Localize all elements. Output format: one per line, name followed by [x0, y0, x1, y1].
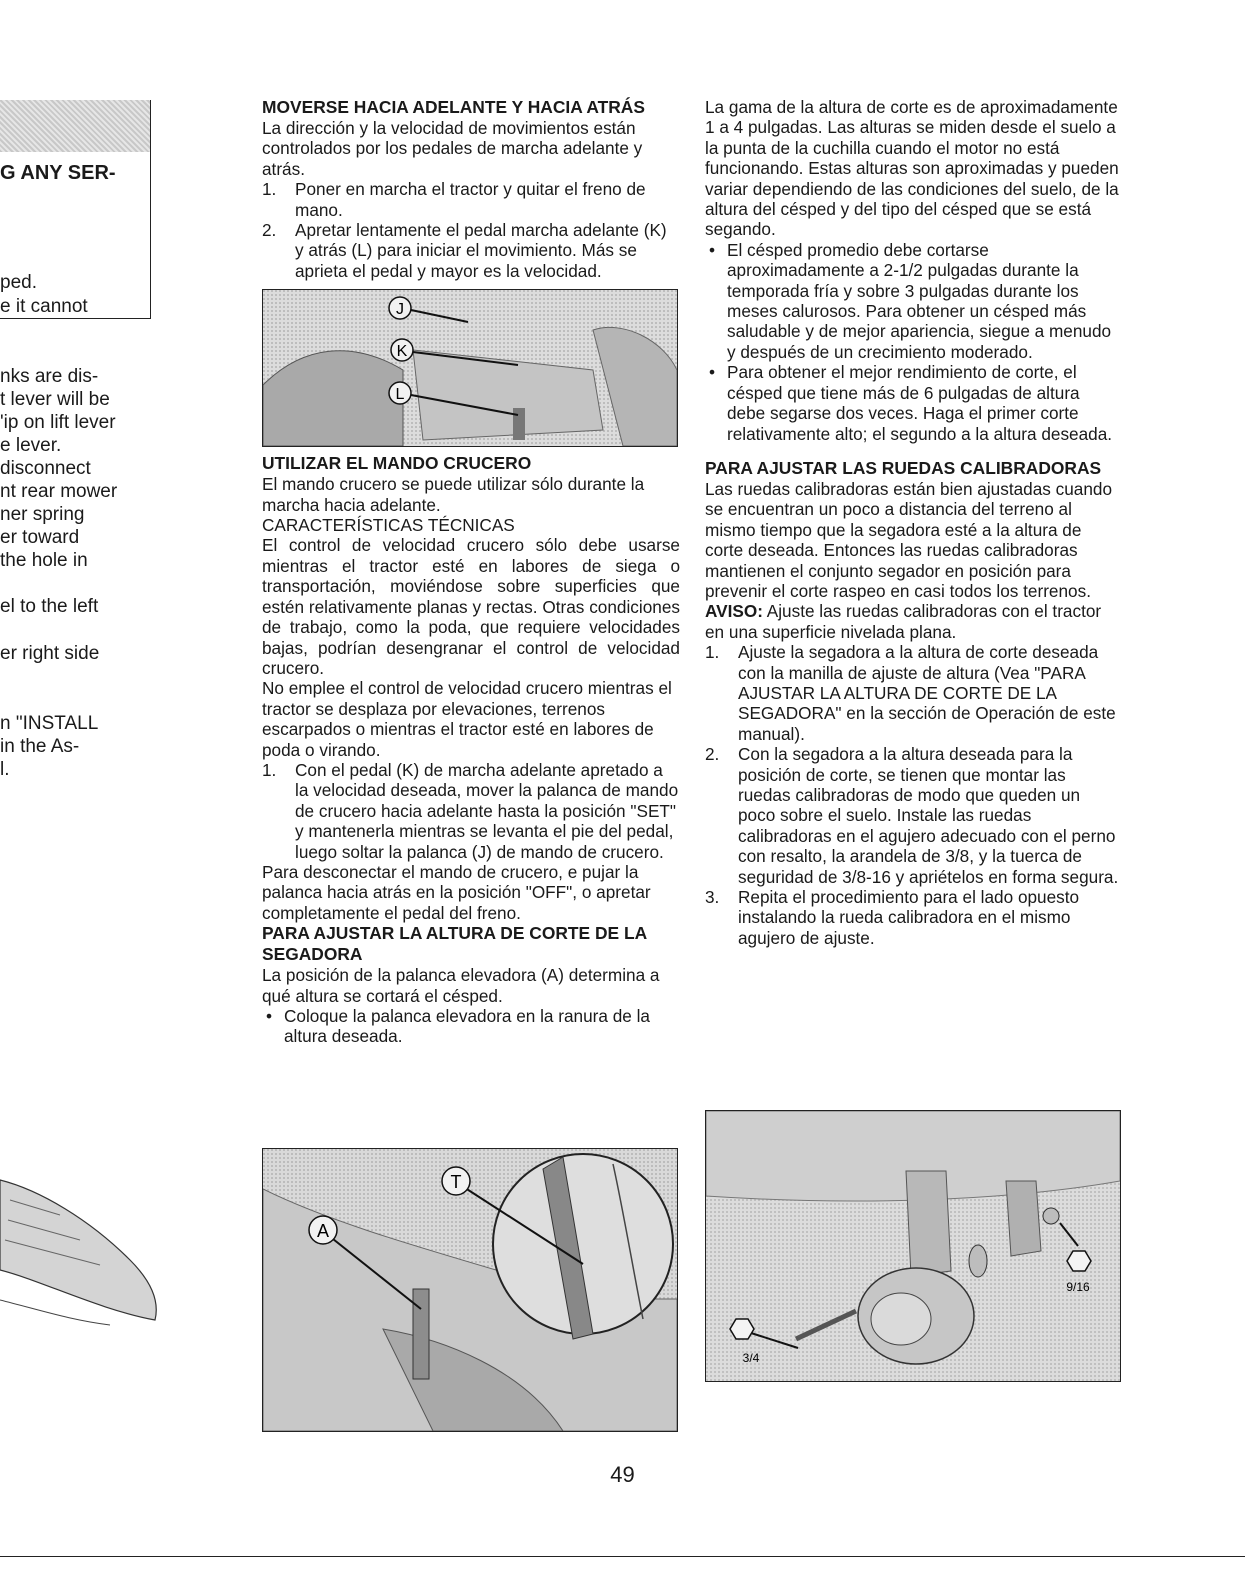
middle-column — [262, 97, 680, 1047]
label-k: K — [396, 343, 408, 361]
left-fragment: ped. — [0, 272, 37, 293]
step-number: 2. — [262, 220, 277, 241]
left-fragment: ner spring — [0, 504, 85, 525]
bottom-rule — [0, 1556, 1245, 1557]
step-number: 1. — [262, 759, 277, 780]
paragraph: La gama de la altura de corte es de aproximadamente 1 a 4 pulgadas. Las alturas se miden desde el suelo a la punta de la cuchilla cuando el motor no está funcionando. Estas alturas son aproximadas y pueden variar dependiendo de las condiciones del suelo, de la altura del césped y del tipo del césped que se está segando. — [705, 97, 1119, 240]
left-fragment: e lever. — [0, 435, 62, 456]
step-text: Apretar lentamente el pedal marcha adelante (K) y atrás (L) para iniciar el movimiento. Más se aprieta el pedal y mayor es la velocidad. — [295, 220, 667, 281]
left-fragment: in the As- — [0, 736, 80, 757]
section-title-cut-height: PARA AJUSTAR LA ALTURA DE CORTE DE LA SEGADORA — [262, 923, 647, 965]
section-title-cruise-control: UTILIZAR EL MANDO CRUCERO — [262, 453, 532, 474]
wrench-size-9-16: 9/16 — [1066, 1280, 1090, 1294]
bullet-list — [262, 1006, 680, 1047]
wrench-size-3-4: 3/4 — [742, 1351, 760, 1365]
step-text: Poner en marcha el tractor y quitar el freno de mano. — [295, 179, 646, 220]
section-title-move-forward-back: MOVERSE HACIA ADELANTE Y HACIA ATRÁS — [262, 97, 645, 117]
notice-text: Ajuste las ruedas calibradoras con el tractor en una superficie nivelada plana. — [705, 601, 1102, 642]
list-item: • Para obtener el mejor rendimiento de corte, el césped que tiene más de 6 pulgadas de altura debe segarse dos veces. Haga el primer corte relativamente alto; el segundo a la altura deseada. — [705, 362, 1120, 444]
gauge-wheel-figure — [705, 1110, 1121, 1382]
step-text: Ajuste la segadora a la altura de corte deseada con la manilla de ajuste de altura (Vea "PARA AJUSTAR LA ALTURA DE CORTE DE LA SEGADORA" en la sección de Operación de este manual). — [738, 642, 1116, 744]
left-fragment: disconnect — [0, 458, 91, 479]
numbered-steps — [262, 760, 680, 862]
lift-lever-figure-at — [262, 1148, 678, 1432]
pedal-figure-jkl — [262, 289, 678, 447]
step-text: Con la segadora a la altura deseada para la posición de corte, se tienen que montar las ruedas calibradoras de modo que queden un poco sobre el suelo. Instale las ruedas calibradoras en el agujero adecuado con el perno con resalto, la arandela de 3/8, y la tuerca de seguridad de 3/8-16 y apriételos en forma segura. — [738, 744, 1119, 887]
left-box-header: G ANY SER- — [0, 162, 116, 184]
section-intro: La dirección y la velocidad de movimientos están controlados por los pedales de marcha adelante y atrás. — [262, 118, 643, 179]
gray-header-band — [0, 100, 150, 152]
left-fragment: nks are dis- — [0, 366, 99, 387]
section-subtitle-specs: CARACTERÍSTICAS TÉCNICAS — [262, 515, 515, 536]
section-title-gauge-wheels: PARA AJUSTAR LAS RUEDAS CALIBRADORAS — [705, 457, 1102, 478]
bullet-list — [705, 240, 1120, 444]
step-number: 1. — [705, 642, 720, 663]
page-number: 49 — [610, 1462, 635, 1487]
list-item — [262, 220, 680, 281]
paragraph: Para desconectar el mando de crucero, e pujar la palanca hacia atrás en la posición "OFF", o apretar completamente el pedal del freno. — [262, 861, 651, 923]
list-item: • Coloque la palanca elevadora en la ranura de la altura deseada. — [262, 1006, 680, 1047]
step-text: Repita el procedimiento para el lado opuesto instalando la rueda calibradora en el mismo agujero de ajuste. — [738, 887, 1080, 948]
step-number: 1. — [262, 179, 277, 200]
paragraph: Las ruedas calibradoras están bien ajustadas cuando se encuentran un poco a distancia del terreno al mismo tiempo que la segadora esté a la altura de corte deseada. Entonces las ruedas calibradoras mantienen el conjunto segador en posición para prevenir el corte raspeo en casi todos los terrenos. — [705, 478, 1113, 601]
notice-paragraph — [705, 601, 1120, 642]
label-l: L — [395, 386, 405, 404]
paragraph: No emplee el control de velocidad crucero mientras el tractor se desplaza por elevaciones, terrenos escarpados o mientras el tractor esté en labores de poda o virando. — [262, 678, 672, 760]
list-item — [705, 642, 1120, 744]
left-fragment: the hole in — [0, 550, 88, 571]
list-item — [262, 179, 680, 220]
right-column — [705, 97, 1120, 948]
section-intro: La posición de la palanca elevadora (A) determina a qué altura se cortará el césped. — [262, 965, 660, 1006]
paragraph: El control de velocidad crucero sólo debe usarse mientras el tractor esté en labores de siega o transportación, moviéndose sobre superficies que estén relativamente planas y rectas. Otras condiciones de trabajo, como la poda, que requiere velocidades bajas, podrían desengranar el control de velocidad crucero. — [262, 535, 680, 678]
left-fragment: er toward — [0, 527, 80, 548]
list-item: • El césped promedio debe cortarse aproximadamente a 2-1/2 pulgadas durante la temporada fría y sobre 3 pulgadas durante los meses calurosos. Para obtener un césped más saludable y de mejor apariencia, siegue a menudo y después de un crecimiento moderado. — [705, 240, 1120, 362]
section-intro: El mando crucero se puede utilizar sólo durante la marcha hacia adelante. — [262, 474, 645, 515]
list-item — [262, 760, 680, 862]
left-fragment: l. — [0, 759, 10, 780]
left-fragment: el to the left — [0, 596, 99, 617]
left-fragment: e it cannot — [0, 296, 88, 317]
label-j: J — [396, 301, 404, 319]
label-a: A — [316, 1221, 330, 1241]
left-fragment: n "INSTALL — [0, 713, 99, 734]
step-number: 3. — [705, 887, 720, 908]
left-fragment: nt rear mower — [0, 481, 118, 502]
list-item — [705, 887, 1120, 948]
left-partial-mower-illustration — [0, 1160, 165, 1340]
numbered-steps — [705, 642, 1120, 948]
notice-label: AVISO: — [705, 601, 763, 622]
label-t: T — [450, 1172, 462, 1192]
numbered-steps — [262, 179, 680, 281]
step-text: Con el pedal (K) de marcha adelante apretado a la velocidad deseada, mover la palanca de mando de crucero hacia adelante hasta la posición "SET" y mantenerla mientras se levanta el pie del pedal, luego soltar la palanca (J) de mando de crucero. — [295, 759, 679, 862]
list-item — [705, 744, 1120, 887]
step-number: 2. — [705, 744, 720, 765]
left-fragment: 'ip on lift lever — [0, 412, 116, 433]
left-fragment: er right side — [0, 643, 100, 664]
left-fragment: t lever will be — [0, 389, 110, 410]
